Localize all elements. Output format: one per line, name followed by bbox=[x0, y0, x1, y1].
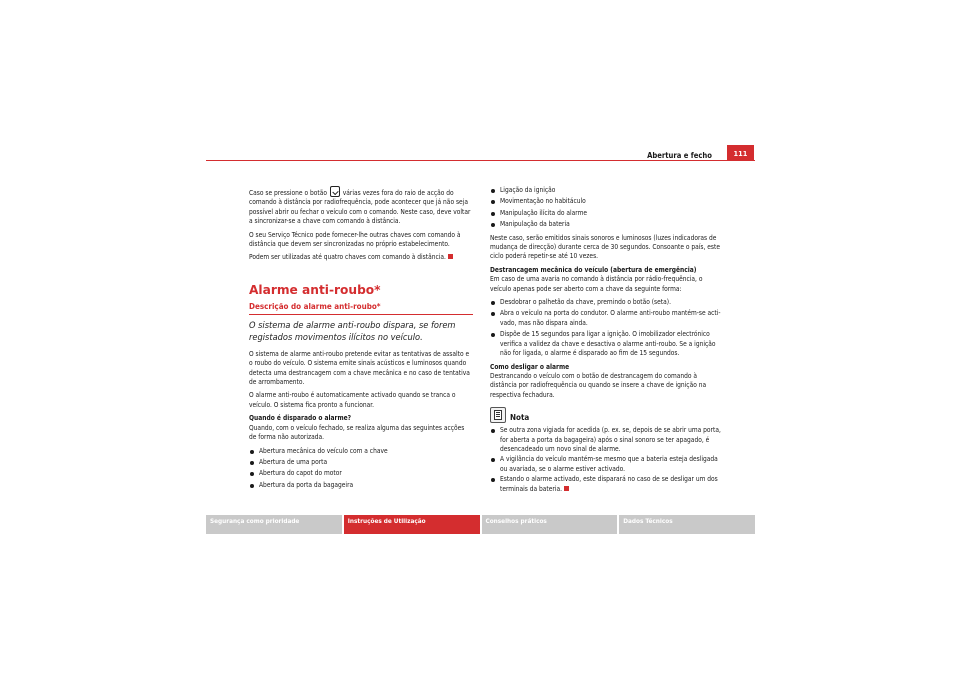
list-item: A vigilância do veículo mantém-se mesmo que a bateria esteja desligada ou avariada, se o alarme estiver activado. bbox=[490, 455, 722, 474]
list-item: Abra o veículo na porta do condutor. O alarme anti-roubo mantém-se activado, mas não dispara ainda. bbox=[490, 309, 722, 328]
paragraph-alarm-cycle: Neste caso, serão emitidos sinais sonoros e luminosos (luzes indicadoras de mudança de direcção) durante cerca de 30 segundos. Consoante o país, este ciclo poderá repetir-se até 10 vezes. bbox=[490, 233, 720, 261]
section-end-marker bbox=[564, 486, 569, 491]
list-item: Abertura do capot do motor bbox=[249, 469, 473, 478]
header-divider bbox=[206, 160, 755, 161]
tab-operating-instructions[interactable]: Instruções de Utilização bbox=[344, 515, 480, 534]
list-item bbox=[490, 475, 722, 494]
trigger-text: Quando, com o veículo fechado, se realiza alguma das seguintes acções de forma não autorizada. bbox=[249, 423, 465, 442]
list-item: Dispõe de 15 segundos para ligar a ignição. O imobilizador electrónico verifica a validez da chave e desactiva o alarme anti-roubo. Se a ignição não for ligada, o alarme é disparado ao fim de 15 segundos. bbox=[490, 330, 722, 358]
list-item: Manipulação da bateria bbox=[490, 220, 722, 229]
page-number: 111 bbox=[727, 145, 754, 161]
disable-alarm-heading: Como desligar o alarme bbox=[490, 362, 570, 371]
trigger-list bbox=[249, 447, 473, 491]
paragraph-resync bbox=[249, 186, 473, 227]
key-limit-text: Podem ser utilizadas até quatro chaves com comando à distância. bbox=[249, 253, 446, 262]
disable-alarm-text: Destrancando o veículo com o botão de destrancagem do comando à distância por radiofrequência ou quando se insere a chave de ignição na respectiva fechadura. bbox=[490, 371, 707, 399]
right-column bbox=[490, 186, 722, 498]
paragraph-resync-start: Caso se pressione o botão bbox=[249, 189, 327, 197]
tab-safety[interactable]: Segurança como prioridade bbox=[206, 515, 342, 534]
unlock-key-icon bbox=[330, 186, 340, 197]
note-title: Nota bbox=[510, 413, 530, 423]
paragraph-activation: O alarme anti-roubo é automaticamente activado quando se tranca o veículo. O sistema fica pronto a funcionar. bbox=[249, 391, 456, 409]
paragraph-key-limit bbox=[249, 253, 473, 262]
list-item: Manipulação ilícita do alarme bbox=[490, 209, 722, 218]
note-list bbox=[490, 426, 722, 494]
list-item: Se outra zona vigiada for acedida (p. ex. se, depois de se abrir uma porta, for aberta a porta da bagageira) após o sinal sonoro se ter apagado, é desencadeado um novo sinal de alarme. bbox=[490, 426, 722, 454]
list-item: Desdobrar o palhetão da chave, premindo o botão (seta). bbox=[490, 298, 722, 307]
list-item: Abertura mecânica do veículo com a chave bbox=[249, 447, 473, 456]
paragraph-resync-end: várias vezes fora do raio de acção do comando à distância por radiofrequência, pode acontecer que já não seja possível abrir ou fechar o veículo com o comando. Neste caso, deve voltar a sincronizar-se a chave com comando à distância. bbox=[249, 189, 471, 226]
section-end-marker bbox=[448, 254, 453, 259]
mechanical-unlock-list bbox=[490, 298, 722, 358]
lead-text: O sistema de alarme anti-roubo dispara, se forem registados movimentos ilícitos no veículo. bbox=[249, 319, 456, 343]
note-icon bbox=[490, 407, 506, 423]
chapter-tabs bbox=[206, 515, 755, 534]
mechanical-unlock-heading: Destrancagem mecânica do veículo (abertura de emergência) bbox=[490, 265, 697, 274]
list-item: Abertura da porta da bagageira bbox=[249, 481, 473, 490]
list-item: Ligação da ignição bbox=[490, 186, 722, 195]
chapter-title: Abertura e fecho bbox=[647, 151, 712, 160]
note-last-text: Estando o alarme activado, este disparará no caso de se desligar um dos terminais da bateria. bbox=[500, 475, 718, 493]
subsection-title: Descrição do alarme anti-roubo* bbox=[249, 302, 473, 315]
note-header bbox=[490, 407, 722, 423]
trigger-heading: Quando é disparado o alarme? bbox=[249, 414, 352, 423]
list-item: Abertura de uma porta bbox=[249, 458, 473, 467]
mechanical-unlock-text: Em caso de uma avaria no comando à distância por rádio-frequência, o veículo apenas pode ser aberto com a chave da seguinte forma: bbox=[490, 275, 703, 293]
paragraph-description: O sistema de alarme anti-roubo pretende evitar as tentativas de assalto e o roubo do veículo. O sistema emite sinais acústicos e luminosos quando detecta uma destrancagem com a chave mecânica e no caso de tentativa de arrombamento. bbox=[249, 349, 470, 387]
tab-technical-data[interactable]: Dados Técnicos bbox=[619, 515, 755, 534]
trigger-list-continued bbox=[490, 186, 722, 230]
section-title: Alarme anti-roubo* bbox=[249, 282, 381, 297]
list-item: Movimentação no habitáculo bbox=[490, 197, 722, 206]
left-column bbox=[249, 186, 473, 494]
paragraph-service: O seu Serviço Técnico pode fornecer-lhe outras chaves com comando à distância que devem ser sincronizadas no próprio estabelecimento. bbox=[249, 230, 461, 249]
tab-practical-tips[interactable]: Conselhos práticos bbox=[482, 515, 618, 534]
